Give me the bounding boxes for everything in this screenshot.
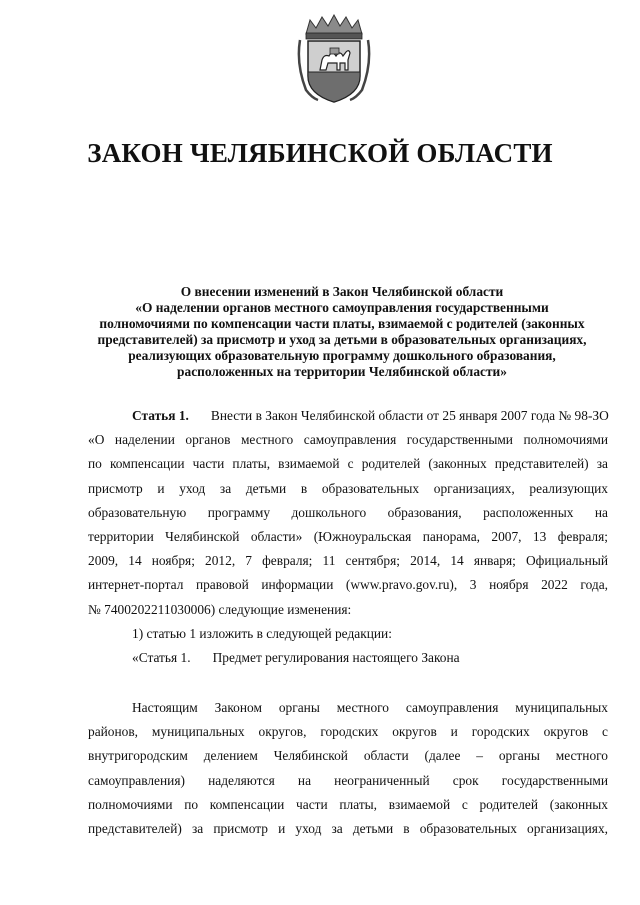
paragraph-line: территории Челябинской области» (Южноуральская панорама, 2007, 13 февраля; — [88, 529, 608, 545]
quoted-article-heading — [88, 646, 608, 670]
paragraph-line: по компенсации части платы, взимаемой с родителей (законных представителей) за — [88, 456, 608, 472]
paragraph-line: образовательную программу дошкольного образования, расположенных на — [88, 504, 608, 520]
subject-line: расположенных на территории Челябинской области» — [177, 364, 507, 379]
subject-line: «О наделении органов местного самоуправления государственными — [135, 300, 549, 315]
paragraph-line: № 7400202211030006) следующие изменения: — [88, 601, 352, 617]
article-1-label: Статья 1. — [132, 408, 189, 423]
paragraph-line: внутригородским делением Челябинской области (далее – органы местного — [88, 748, 608, 764]
subject-line: реализующих образовательную программу дошкольного образования, — [128, 348, 556, 363]
subject-line: О внесении изменений в Закон Челябинской области — [180, 284, 504, 299]
paragraph-line: 2009, 14 ноября; 2012, 7 февраля; 11 сентября; 2014, 14 января; Официальный — [88, 553, 608, 569]
item-1: 1) статью 1 изложить в следующей редакции: — [132, 625, 392, 641]
paragraph-line: «О наделении органов местного самоуправления государственными полномочиями — [88, 432, 608, 448]
article-1 — [88, 404, 608, 670]
quoted-article-label: «Статья 1. — [132, 650, 191, 666]
paragraph-2 — [88, 696, 608, 841]
law-subject — [82, 284, 602, 380]
subject-line: представителей) за присмотр и уход за детьми в образовательных организациях, — [97, 332, 587, 347]
paragraph-line: представителей) за присмотр и уход за детьми в образовательных организациях, — [88, 821, 608, 837]
article-1-first-line — [88, 404, 608, 428]
paragraph-first-line: Настоящим Законом органы местного самоуправления муниципальных — [132, 700, 608, 715]
article-1-text: Внести в Закон Челябинской области от 25 января 2007 года № 98-ЗО — [210, 408, 609, 423]
paragraph-line: интернет-портал правовой информации (www.pravo.gov.ru), 3 ноября 2022 года, — [88, 577, 608, 593]
paragraph-line: полномочиями по компенсации части платы, взимаемой с родителей (законных — [88, 796, 608, 812]
paragraph-line: самоуправления) наделяются на неограниченный срок государственными — [88, 772, 608, 788]
document-title: ЗАКОН ЧЕЛЯБИНСКОЙ ОБЛАСТИ — [87, 138, 553, 168]
subject-line: полномочиями по компенсации части платы, взимаемой с родителей (законных — [99, 316, 585, 331]
paragraph-line: районов, муниципальных округов, городских округов и городских округов с — [88, 724, 608, 740]
chelyabinsk-coat-of-arms-icon — [296, 14, 372, 106]
quoted-article-title: Предмет регулирования настоящего Закона — [212, 650, 460, 666]
paragraph-line: присмотр и уход за детьми в образовательных организациях, реализующих — [88, 480, 608, 496]
